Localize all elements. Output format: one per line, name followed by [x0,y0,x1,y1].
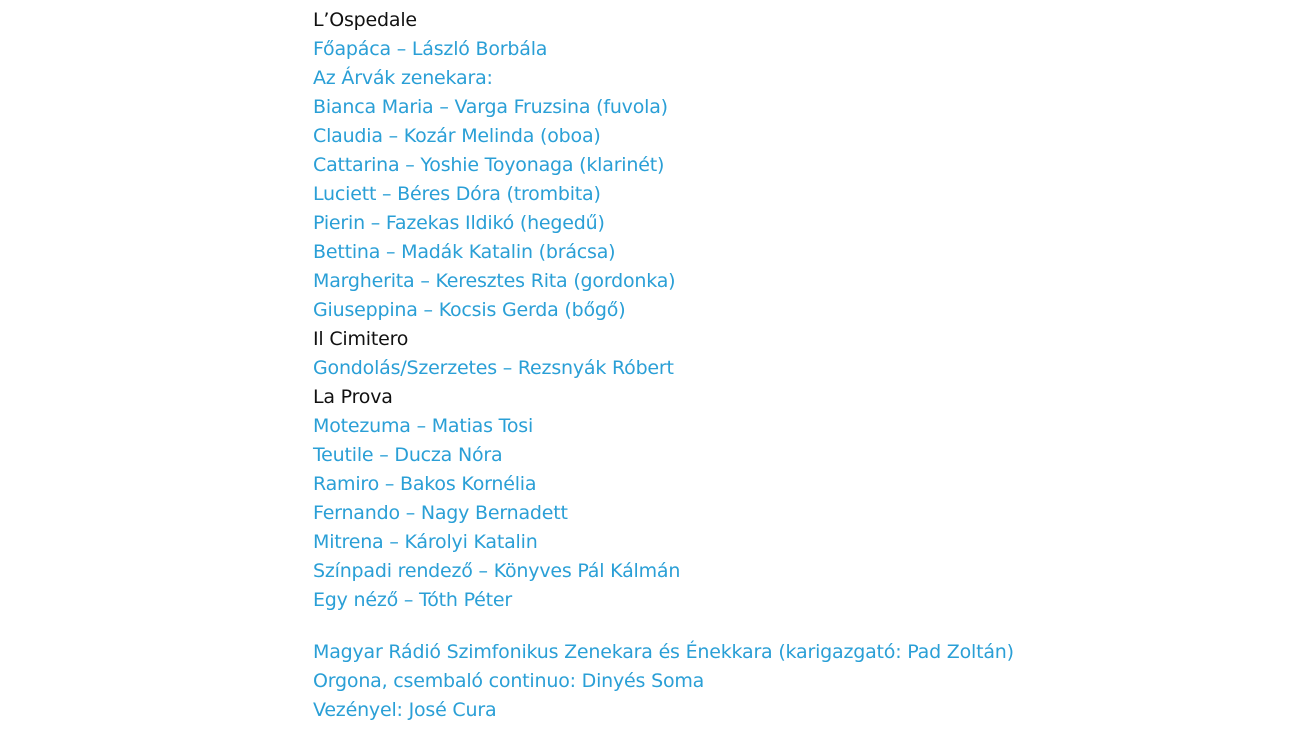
cast-entry-link[interactable]: Luciett – Béres Dóra (trombita) [313,183,601,205]
section-heading-cimitero: Il Cimitero [313,328,409,350]
cast-entry-link[interactable]: Bettina – Madák Katalin (brácsa) [313,241,616,263]
cast-entry-link[interactable]: Gondolás/Szerzetes – Rezsnyák Róbert [313,357,674,379]
cast-entry-link[interactable]: Pierin – Fazekas Ildikó (hegedű) [313,212,605,234]
credit-continuo-link[interactable]: Orgona, csembaló continuo: Dinyés Soma [313,670,705,692]
cast-entry-link[interactable]: Egy néző – Tóth Péter [313,589,513,611]
cast-entry-link[interactable]: Színpadi rendező – Könyves Pál Kálmán [313,560,681,582]
cast-entry-link[interactable]: Fernando – Nagy Bernadett [313,502,568,524]
cast-entry-link[interactable]: Az Árvák zenekara: [313,67,493,89]
cast-entry-link[interactable]: Margherita – Keresztes Rita (gordonka) [313,270,676,292]
credit-orchestra-link[interactable]: Magyar Rádió Szimfonikus Zenekara és Énekkara (karigazgató: Pad Zoltán) [313,641,1014,663]
cast-entry-link[interactable]: Cattarina – Yoshie Toyonaga (klarinét) [313,154,665,176]
paragraph-gap [313,615,1213,638]
cast-entry-link[interactable]: Teutile – Ducza Nóra [313,444,503,466]
cast-list [313,6,1213,725]
cast-entry-link[interactable]: Claudia – Kozár Melinda (oboa) [313,125,601,147]
cast-entry-link[interactable]: Ramiro – Bakos Kornélia [313,473,537,495]
credit-conductor-link[interactable]: Vezényel: José Cura [313,699,497,721]
section-heading-ospedale: L’Ospedale [313,9,417,31]
section-heading-prova: La Prova [313,386,393,408]
cast-entry-link[interactable]: Giuseppina – Kocsis Gerda (bőgő) [313,299,626,321]
cast-entry-link[interactable]: Motezuma – Matias Tosi [313,415,534,437]
cast-entry-link[interactable]: Főapáca – László Borbála [313,38,548,60]
cast-entry-link[interactable]: Bianca Maria – Varga Fruzsina (fuvola) [313,96,668,118]
cast-entry-link[interactable]: Mitrena – Károlyi Katalin [313,531,538,553]
